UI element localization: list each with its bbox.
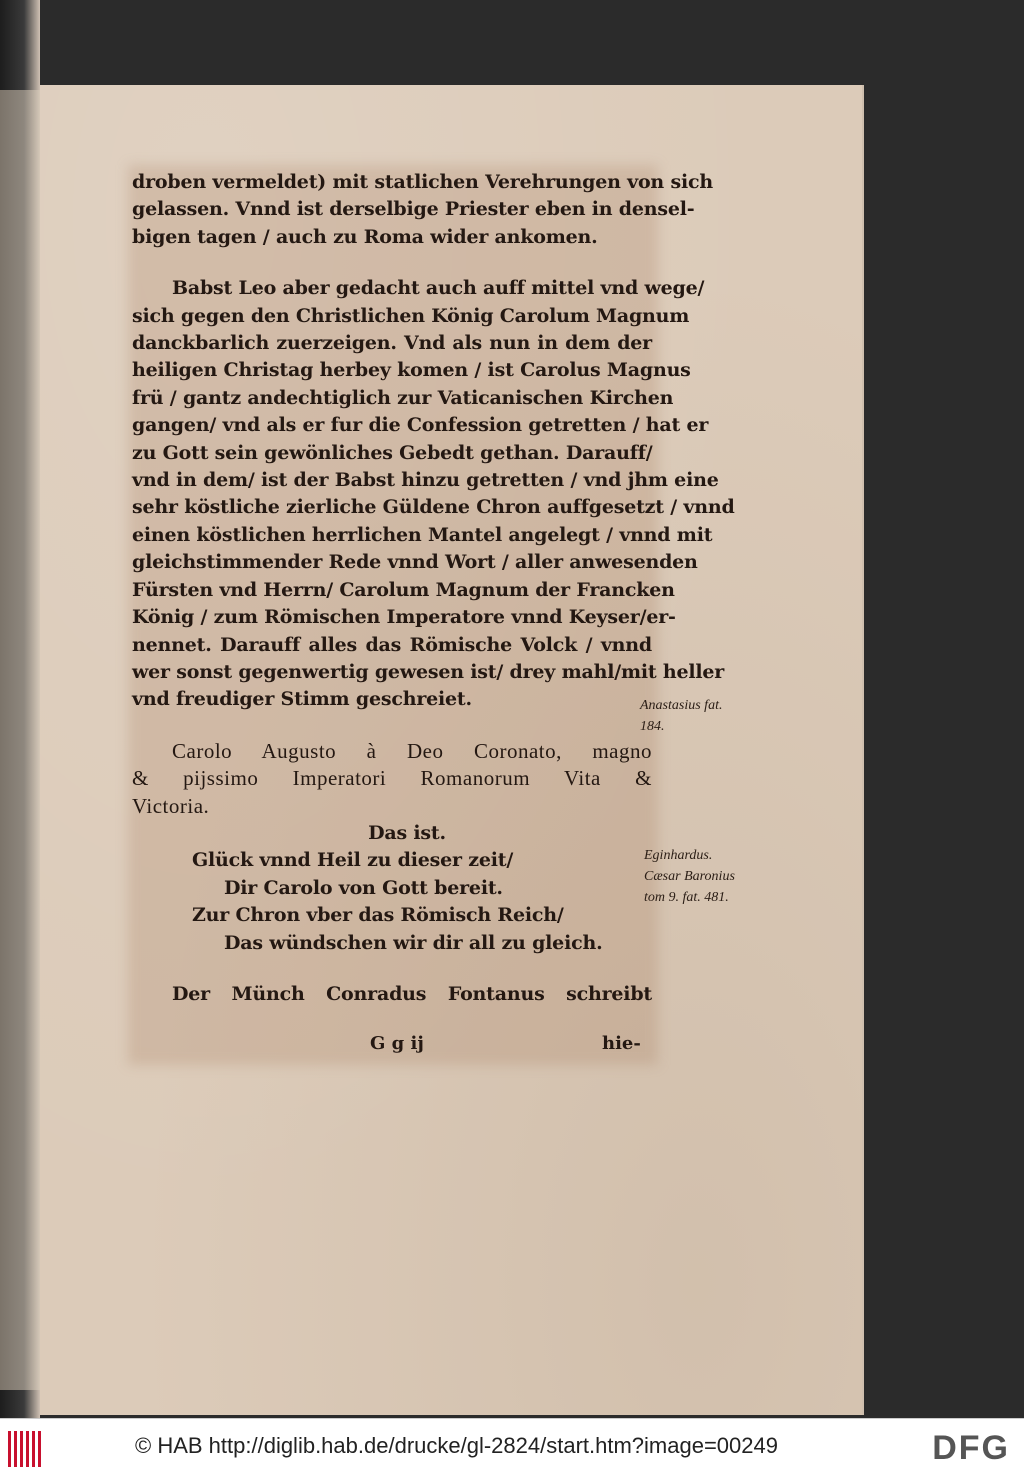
- dfg-logo: DFG: [932, 1429, 1010, 1467]
- verse-line: Das wündschen wir dir all zu gleich.: [224, 931, 603, 954]
- paragraph-1: [132, 169, 713, 251]
- text-line: König / zum Römischen Imperatore vnnd Keyser/er-: [132, 606, 676, 629]
- text-line: Victoria.: [132, 793, 210, 818]
- text-line: vnd freudiger Stimm geschreiet.: [132, 688, 472, 711]
- text-line: & pijssimo Imperatori Romanorum Vita &: [132, 766, 652, 791]
- text-line: Fürsten vnd Herrn/ Carolum Magnum der Francken: [132, 578, 675, 601]
- text-line: heiligen Christag herbey komen / ist Carolus Magnus: [132, 359, 691, 382]
- margin-note-line: Cæsar Baronius: [644, 869, 735, 884]
- copyright-credit-link[interactable]: © HAB http://diglib.hab.de/drucke/gl-2824/start.htm?image=00249: [135, 1433, 778, 1458]
- margin-note-anastasius: [640, 695, 722, 737]
- text-line: zu Gott sein gewönliches Gebedt gethan. Darauff/: [132, 441, 653, 464]
- text-line: wer sonst gegenwertig gewesen ist/ drey mahl/mit heller: [132, 660, 725, 683]
- paragraph-3: [132, 981, 652, 1008]
- underlying-leaf: [0, 90, 44, 1390]
- margin-note-line: Anastasius fat.: [640, 698, 723, 713]
- text-line: gangen/ vnd als er fur die Confession getretten / hat er: [132, 414, 709, 437]
- text-line: nennet. Darauff alles das Römische Volck / vnnd: [132, 633, 652, 656]
- text-line: frü / gantz andechtiglich zur Vaticanischen Kirchen: [132, 386, 674, 409]
- verse-line: Zur Chron vber das Römisch Reich/: [192, 904, 564, 927]
- text-line: sich gegen den Christlichen König Carolum Magnum: [132, 304, 690, 327]
- book-page: [40, 85, 862, 1415]
- text-line: Carolo Augusto à Deo Coronato, magno: [172, 738, 652, 763]
- text-line: gleichstimmender Rede vnnd Wort / aller anwesenden: [132, 551, 698, 574]
- text-line: gelassen. Vnnd ist derselbige Priester eben in densel-: [132, 198, 695, 221]
- margin-note-line: Eginhardus.: [644, 848, 713, 863]
- text-line: danckbarlich zuerzeigen. Vnd als nun in dem der: [132, 332, 652, 355]
- text-line: Babst Leo aber gedacht auch auff mittel vnd wege/: [172, 277, 705, 300]
- margin-note-line: tom 9. fat. 481.: [644, 890, 729, 905]
- text-line: bigen tagen / auch zu Roma wider ankomen.: [132, 225, 598, 248]
- section-heading: Das ist.: [368, 821, 446, 844]
- catchword: hie-: [602, 1033, 641, 1054]
- viewer-footer: [0, 1418, 1024, 1478]
- text-line: vnd in dem/ ist der Babst hinzu getretten / vnd jhm eine: [132, 469, 719, 492]
- text-line: einen köstlichen herrlichen Mantel angelegt / vnnd mit: [132, 523, 713, 546]
- margin-note-line: 184.: [640, 719, 665, 734]
- text-line: sehr köstliche zierliche Güldene Chron auffgesetzt / vnnd: [132, 496, 735, 519]
- text-line: Der Münch Conradus Fontanus schreibt: [172, 982, 652, 1005]
- verse-line: Dir Carolo von Gott bereit.: [224, 876, 503, 899]
- hab-logo-icon: [8, 1431, 44, 1467]
- latin-acclamation: [132, 738, 652, 820]
- text-line: droben vermeldet) mit statlichen Verehrungen von sich: [132, 171, 713, 193]
- verse: [132, 847, 652, 957]
- margin-note-eginhardus: [644, 845, 735, 908]
- verse-line: Glück vnnd Heil zu dieser zeit/: [192, 849, 514, 872]
- signature-mark: G g ij: [370, 1033, 424, 1054]
